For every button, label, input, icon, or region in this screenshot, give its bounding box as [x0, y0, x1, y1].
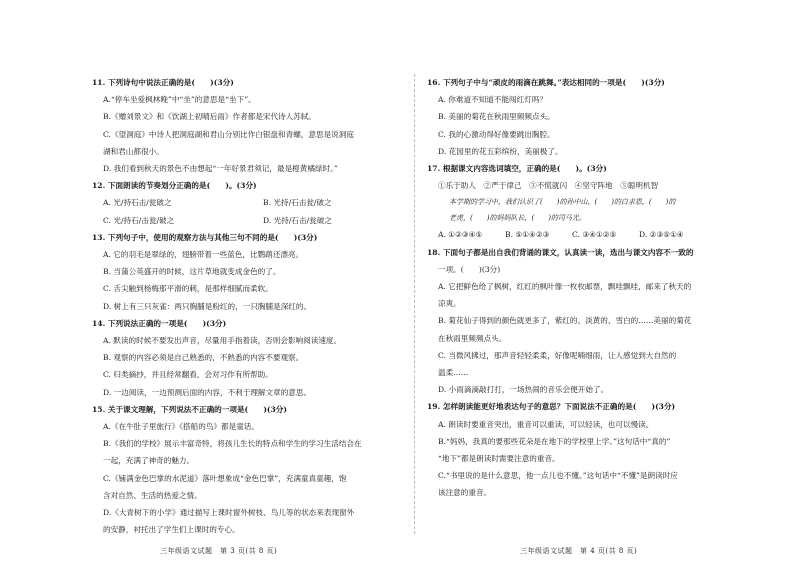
question-15-title: 15. 关于课文理解，下列说法不正确的一项是( )(3分): [92, 404, 287, 414]
q14-option-d: D. 一边阅读，一边预测后面的内容，不利于理解文章的意思。: [103, 387, 312, 397]
column-divider: [414, 74, 415, 534]
q15-option-b: B.《我们的学校》展示丰富奇特，将孩儿生长的特点和学生的学习生活结合在: [103, 439, 362, 449]
q17-passage-line-1: 本学期的学习中，我们认识了( )的孙中山，( )的白求恩，( )的: [449, 198, 676, 207]
q17-passage-line-2: 老虎，( )的妈妈队长，( )的司马光。: [449, 214, 586, 223]
q17-choice-c: C. ③④①②⑤: [572, 230, 617, 240]
q11-option-c-cont: 湖和君山都很小。: [103, 146, 164, 156]
q14-option-a: A. 默读的时候不要发出声音，尽量用手指着读，否则会影响阅读速度。: [103, 336, 342, 346]
q13-option-c: C. 舌尖触到杨梅那平滑的刺，是那样细腻而柔软。: [103, 284, 273, 294]
question-13-title: 13. 下列句子中，使用的观察方法与其他三句不同的是( )(3分): [92, 232, 318, 242]
q17-choice-d: D. ②③⑤①④: [639, 230, 684, 240]
q18-option-c-cont: 温柔……: [438, 368, 469, 378]
q15-option-b-cont: 一起，充满了神奇的魅力。: [103, 456, 195, 466]
q16-option-c: C. 我的心激动得好像要跳出胸腔。: [438, 129, 555, 139]
q18-option-b-cont: 在秋雨里频频点头。: [438, 333, 507, 343]
q18-option-a-cont: 凉爽。: [438, 299, 461, 309]
q11-option-d: D. 我们看到秋天的景色不由想起“一年好景君须记，最是橙黄橘绿时。”: [103, 164, 338, 174]
q11-option-a: A.“停车坐爱枫林晚”中“坐”的意思是“坐下”。: [103, 95, 256, 105]
q19-option-b: B.“妈妈，我真的要那些花朵是在地下的学校里上学。”这句话中“真的”: [438, 436, 671, 446]
q13-option-a: A. 它的羽毛是翠绿的，翅膀带着一些蓝色，比鹦鹉还漂亮。: [103, 250, 304, 260]
page-footer-left: 三年级语文试题 第 3 页(共 8 页): [160, 547, 278, 555]
q11-option-b: B.《赠刘景文》和《饮湖上初晴后雨》作者都是宋代诗人苏轼。: [103, 112, 317, 122]
q16-option-d: D. 花园里的花五彩缤纷，美丽极了。: [438, 146, 563, 156]
q14-option-b: B. 观察的内容必须是自己熟悉的，不熟悉的内容不要观察。: [103, 353, 304, 363]
q18-option-b: B. 菊花仙子得到的颜色就更多了，紫红的、淡黄的、雪白的……美丽的菊花: [438, 316, 692, 326]
question-14-title: 14. 下列说法正确的一项是( )(3分): [92, 318, 227, 328]
q18-option-a: A. 它把鲜色给了枫树，红红的枫叶像一枚枚邮票，飘哇飘哇，邮来了秋天的: [438, 282, 692, 292]
q15-option-c: C.《铺满金色巴掌的水泥道》落叶想象成“金色巴掌”，充满童真童趣，饱: [103, 473, 347, 483]
question-16-title: 16. 下列句子中与“顽皮的雨滴在跳舞。”表达相同的一项是( )(3分): [427, 78, 665, 87]
q19-option-b-cont: “地下”都是朗读时需要注意的重音。: [438, 454, 560, 464]
q11-option-c: C.《望洞庭》中诗人把洞庭湖和君山分别比作白银盘和青螺，意思是说洞庭: [103, 129, 354, 139]
q19-option-c: C.“书里说的是什么意思，他一点儿也不懂。”这句话中“不懂”是朗读时应: [438, 471, 678, 481]
q15-option-d-cont: 的安静，衬托出了学生们上课时的专心。: [103, 525, 240, 535]
q12-options-row-1: [92, 194, 447, 211]
question-18-title-cont: 一项。( )(3分): [438, 264, 501, 274]
q12-option-c: C. 光/持石/击瓮/破之: [103, 215, 175, 225]
q16-option-a: A. 你难道不知道不能闯红灯吗？: [438, 95, 548, 105]
q14-option-c: C. 归类摘抄，并且经常翻看，会对习作有所帮助。: [103, 370, 273, 380]
left-column: [92, 74, 447, 538]
q16-option-b: B. 美丽的菊花在秋雨里频频点头。: [438, 112, 555, 122]
q17-choice-a: A. ①②③④⑤: [438, 230, 483, 240]
question-18-title: 18. 下面句子都是出自我们背诵的课文，认真读一读，选出与课文内容不一致的: [427, 247, 694, 257]
q17-word-list: ①乐于助人 ②严于律己 ③不慌就闪 ④坚守阵地 ⑤聪明机智: [438, 181, 659, 191]
q12-option-b: B. 光持/石击瓮/破之: [263, 198, 332, 208]
q12-option-d: D. 光持/石击/瓮破之: [263, 215, 332, 225]
q15-option-d: D.《大青树下的小学》通过描写上课时窗外树枝、鸟儿等的状态来表现窗外: [103, 508, 355, 518]
q18-option-d: D. 小雨滴滴敲打打，一场热闹的音乐会便开始了。: [438, 385, 609, 395]
q13-option-b: B. 当蒲公英盛开的时候，这片草地就变成金色的了。: [103, 267, 281, 277]
q17-choices: [427, 226, 772, 243]
q12-option-a: A. 光/持石击/瓮破之: [103, 198, 172, 208]
right-column: [427, 74, 772, 502]
q17-choice-b: B. ⑤①④②③: [505, 230, 550, 240]
q15-option-a: A.《在牛肚子里旅行》《搭船的鸟》都是童话。: [103, 422, 259, 432]
page-footer-right: 三年级语文试题 第 4 页(共 8 页): [520, 547, 638, 555]
question-11-title: 11. 下列诗句中说法正确的是( )(3分): [92, 78, 234, 87]
q15-option-c-cont: 含对自然、生活的热爱之情。: [103, 490, 202, 500]
q19-option-c-cont: 该注意的重音。: [438, 488, 492, 498]
q19-option-a: A. 朗读时要重音突出，重音可以重读，可以轻读，也可以慢读。: [438, 419, 654, 429]
question-17-title: 17. 根据课文内容选词填空，正确的是( )。(3分): [427, 164, 607, 174]
question-19-title: 19. 怎样朗读能更好地表达句子的意思？下面说法不正确的是( )(3分): [427, 402, 676, 412]
q13-option-d: D. 树上有三只灰雀：两只胸脯是粉红的，一只胸脯是深红的。: [103, 301, 312, 311]
q18-option-c: C. 当微风拂过，那声音轻轻柔柔，好像呢喃细雨，让人感觉到大自然的: [438, 350, 677, 360]
question-12-title: 12. 下面朗读的节奏划分正确的是( )。(3分): [92, 181, 257, 191]
q12-options-row-2: [92, 212, 447, 229]
